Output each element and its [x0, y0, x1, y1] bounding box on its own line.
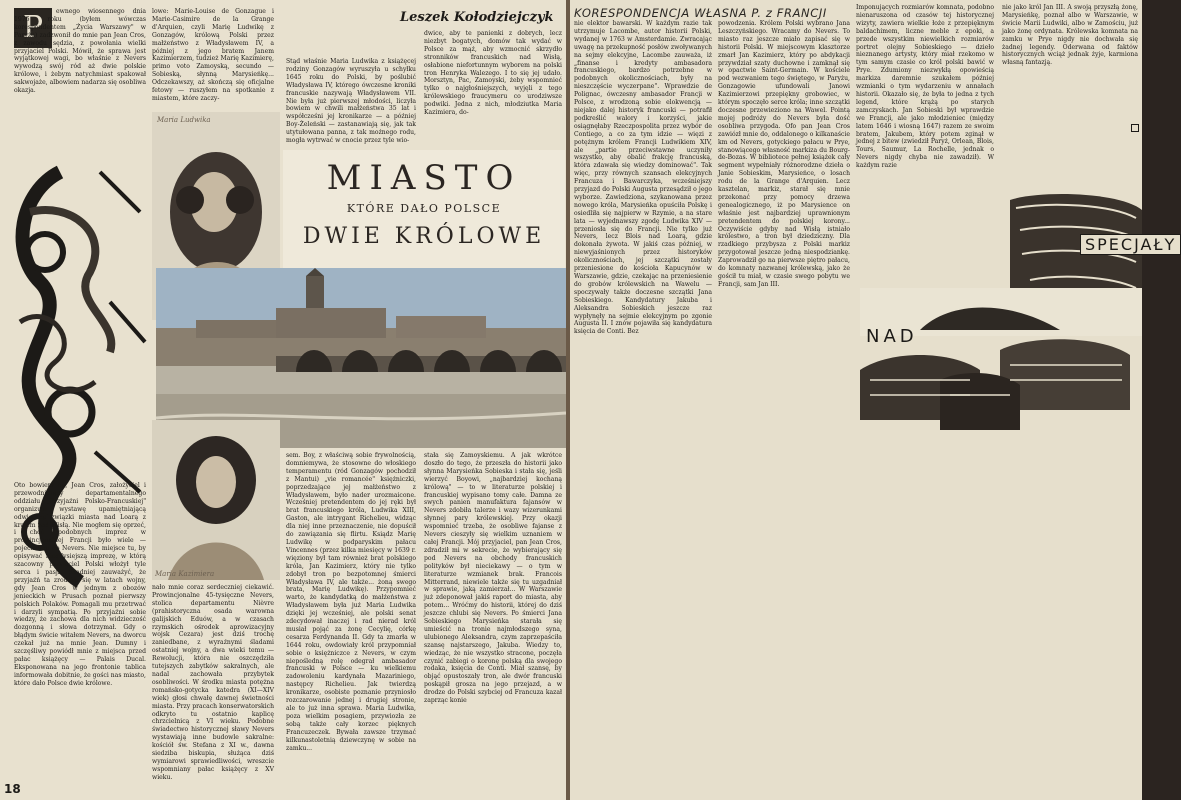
right-column-1: nie elektor bawarski. W każdym razie tak utrzymuje Lacombe, autor historii Polski, wydanej w 1763 w Amsterdamie. Zwracając uwagę na przekupność posłów zwoływanych na sejmy elekcyjne, Lacombe zauważa, iż „finanse i kredyty ambasadora francuskiego, bardzo potrzebne w podobnych okolicznościach, były na nieszczęście wyczerpane". Wprawdzie de Polignac, ówczesny ambasador Francji w Polsce, z wrodzoną sobie elokwencją — niejako dalej historyk francuski — potrafił podkreślić walory i korzyści, jakie osiągnęłaby Rzeczpospolita przez wybór de Contiego, a co za tym idzie — więzi z potężnym królem Francji Ludwikiem XIV, ale „partie przeciwstawne uczyniły wszystko, aby obalić frakcję francuską, która zdawała się wiedzy dominować". Tak więc, przy równych szansach elekcyjnych Francuza i Bawarczyka, wcześniejszy przyjazd do Polski Augusta przesądził o jego wyborze. Zawiedziona, szykanowana przez nowego króla, Marysieńka opuściła Polskę i osiedliła się najpierw w Rzymie, a na stare lata — wyjednawszy zgodę Ludwika XIV — przeniosła się do Francji. Nie tylko już Nevers, lecz Blois nad Loarą, gdzie dokonała żywota. W jakiś czas później, w niewyjaśnionych przez historyków okolicznościach, jej szczątki zostały przeniesione do kościoła Kapucynów w Warszawie, gdzie, czekając na przeniesienie do grobów królewskich na Wawelu — spoczywały także doczesne szczątki Jana Sobieskiego. Kandydatury Jakuba i Aleksandra Sobieskich jeszcze raz wypłynęły na sejmie elekcyjnym po zgonie Augusta II. I znów pojawiła się kandydatura księcia de Conti. Bez — [574, 20, 712, 336]
section-header: KORESPONDENCJA WŁASNA P. z FRANCJI — [574, 6, 827, 20]
article-title — [283, 150, 565, 268]
left-page — [0, 0, 566, 800]
banner-nad: NAD — [866, 326, 918, 347]
author-byline: Leszek Kołodziejczyk — [400, 10, 554, 25]
caption-maria-kazimiera: Maria Kazimiera — [155, 570, 215, 578]
column-2-top: lowe: Marie-Louise de Gonzague i Marie-Casimire de la Grange d'Arquien, czyli Marię Ludwikę z Gonzagów, królową Polski przez małżeństwo z Władysławem IV, a później z jego bratem Janem Kazimierzem, tudzież Marię Kazimierę, primo voto Zamoyską, secundo — Sobieską, słynną Marysieńkę... Odczekawszy, aż skończą się oficjalne fetowy — ruszyłem na spotkanie z miastem, które zaczy- — [152, 8, 274, 102]
right-column-4: nie jako król Jan III. A swoją przyszłą żonę, Marysieńkę, poznał albo w Warszawie, w świcie Marii Ludwiki, albo w Zamościu, już jako żonę ordynata. Królewska komnata na zamku w Prye nigdy nie dochwała się żadnej legendy. Oderwana od faktów historycznych wciąż jednak żyje, karmiona własną fantazją. — [1002, 4, 1138, 67]
caption-maria-ludwika: Maria Ludwika — [157, 116, 211, 124]
column-3-bottom: sem. Boy, z właściwą sobie frywolnością, domniemywa, że stosowne do włoskiego temperamentu (ród Gonzagów pochodził z Mantui) „vie romancée" księżniczki, poprzedzające jej małżeństwo z Władysławem, było nader urozmaicone. Wcześniej pretendentem do jej ręki był brat francuskiego króla, Ludwika XIII, Gaston, ale intrygant Richelieu, widząc dla niej inne przeznaczenie, nie dopuścił do zawiązania się flirtu. Ksiądz Marię Ludwikę w podparyskim pałacu Vincennes (przez kilka miesięcy w 1639 r. więziony był tam również brat polskiego króla, Jan Kazimierz, który nie tylko zdobył tron po bezpotomnej śmierci Władysława IV, ale także... żoną swego brata, Marię Ludwikę). Przypomnieć warto, że kandydatką do małżeństwa z Władysławem była już Maria Ludwika dzięki jej wcześniej, ale polski senat zdecydował inaczej i rad nierad król musiał pojąć za żonę Cecylię, córkę cesarza Ferdynanda II. Gdy ta zmarła w 1644 roku, owdowiały król przypomniał sobie o księżniczce z Nevers, w czym niepośledną rolę odegrał ambasador francuski w Polsce — ku wielkiemu zadowoleniu kardynała Mazariniego, następcy Richelieu. Jak twierdzą kronikarze, osobiste poznanie przyniosło rozczarowanie jednej i drugiej stronie, ale to już inna sprawa. Maria Ludwika, poza wielkim posagiem, przywiozła ze sobą także cały korzec pięknych Francuzeczek. Bywała zawsze trzymać kilkunastoletnią dziewczynę w sobie na zamku... — [286, 452, 416, 752]
title-line-3: DWIE KRÓLOWE — [302, 224, 546, 249]
title-line-1: MIASTO — [326, 158, 522, 198]
drop-cap: P — [14, 8, 52, 48]
right-page — [570, 0, 1177, 800]
title-line-2: KTÓRE DAŁO POLSCE — [346, 202, 502, 215]
portrait-maria-kazimiera — [152, 420, 280, 580]
column-4-bottom: stała się Zamoyskiemu. A jak wkrótce doszło do tego, że przeszła do historii jako słynna Marysieńka Sobieska i stała się, jeśli wierzyć Boyowi, „najbardziej kochaną królową" — to w literaturze polskiej i francuskiej wypisano tomy całe. Damna ze swych panien manufaktura fajansów w Nevers zdobiła talerze i wazy wizerunkami słynnej pary królewskiej. Przy okazji wspomnieć trzeba, że osobliwe fajanse z Nevers cieszyły się wielkim uznaniem w całej Francji. Mój przyjaciel, pan Jean Cros, zdradził mi w sekrecie, że wybierający się pod Nevers na obchody francuskich polityków był nieciekawy — o tym w literaturze wzmianek brak. Francois Mitterrand, niewiele także się tu uzgadniał w sprawie, jaką zamierzał... W Warszawie już zdeponował jakiś raport do miasta, aby potem... Wróćmy do historii, której do dziś jeszcze chlubi się Nevers. Po śmierci Jana Sobieskiego Marysieńka starała się umieścić na tronie najmłodszego syna, ulubionego Aleksandra, czym zaprzepaściła szansę najstarszego, Jakuba. Wiedzy to, wiedząc, że nie wszystko stracone, poczęła czynić zabiegi o koronę polską dla swojego rodaka, księcia de Conti. Miał szansę, by objąć opustoszały tron, ale dwór francuski poskąpił grosza na jego przejazd, a w drodze do Polski szybciej od Francuza kazał zaprząc konie — [424, 452, 562, 705]
pottery-illustration — [860, 180, 1142, 440]
right-column-3: Imponujących rozmiarów komnata, podobno nienaruszona od czasów tej historycznej wizyty, zawiera wielkie łoże z przepięknym baldachimem, liczne meble z epoki, a przede wszystkim niewielkich rozmiarów portret olejny Sobieskiego — dzieło nieznanego artysty, który miał rzekomo w tym samym czasie co król polski bawić w Prye. Zdumiony niezwykłą opowieścią markiza daremnie szukałem później wzmianki o tym wydarzeniu w annałach historii. Okazało się, że była to jedna z tych legend, które krążą po starych zamczyskach. Jan Sobieski był wprawdzie we Francji, ale jako młodzieniec (między latem 1646 i wiosną 1647) razem ze swoim bratem, Jakubem, który potem zginął w jednej z bitew (zwiedził Paryż, Orlean, Blois, Tours, Saumur, La Rochelle, jednak o Nevers nigdy chyba nie zawadził). W każdym razie — [856, 4, 994, 170]
banner-specjaly: SPECJAŁY — [1080, 234, 1181, 255]
page-number: 18 — [4, 782, 21, 796]
column-1-bottom: Oto bowiem on, Jean Cros, założyciel i przewodniczący departamentalnego oddziału „Przyjaźni Polsko-Francuskiej" organizuje wystawę upamiętniającą odwieczne związki miasta nad Loarą z krajem nad Wisłą. Nie mogłem się oprzeć, i choć podobnych imprez w prowincjonalnej Francji było wiele — pojechałem do Nevers. Nie miejsce tu, by opisywać niegdysiejszą imprezę, w którą szacowny przyjaciel Polski włożył tyle serca i pasji. Snadniej zauważyć, że przyjaźń ta zrodziła się w latach wojny, gdy Jean Cros w jednym z obozów jenieckich w Prusach poznał pierwszy polskich Polaków. Pomagali mu przetrwać i darzyli sympatią. Po przyjaźni sobie wiedzy, że zachowa dla nich widzieczość dozgonną i słowa dotrzymał. Gdy o błądym świcie witałem Nevers, na dworcu czekał już na mnie Jean. Dumny i szczęśliwy powiódł mnie z miejsca przed pałac książęcy — Palais Ducal. Eksponowana na jego frontonie tablica informowała dobitnie, że gości nas miasto, które dało Polsce dwie królowe. — [14, 482, 146, 687]
column-4-top: dwice, aby te panienki z dobrych, lecz niezbyt bogatych, domów tak wydać w Polsce za mąż, aby wzmocnić skrzydło stronników francuskich nad Wisłą, osłabione niefortunnym wyborem na polski tron Henryka Walezego. I to się jej udało. Morsztyn, Pac, Zamoyski, żeby wspomnieć tylko o najgłośniejszych, wyjęli z tego królewskiego fraucymeru co urodziwsze podwiki. Jedna z nich, młodziutka Maria Kazimiera, do- — [424, 30, 562, 117]
right-column-2: powodzenia. Królem Polski wybrano Jana Leszczyńskiego. Wracamy do Nevers. To miasto raz jeszcze miało zapisać się w historii Polski. W miejscowym klasztorze zmarł Jan Kazimierz, który po abdykacji przywdział szaty duchowne i zamknął się w opactwie Saint-Germain. W kościele pod wezwaniem tego świętego, w Paryżu, Gonzagowie ufundowali Janowi Kazimierzowi przepiękny grobowiec, w którym spoczęło serce króla; inne szczątki doczesne przewieziono na Wawel. Pointą mojej podróży do Nevers była dość osobliwa przygoda. Ofo pan Jean Cros zawiózł mnie do, oddalonego o kilkanaście km od Nevers, gotyckiego pałacu w Prye, stanowiącego własność markiza du Bourg-de-Bozas. W bibliotece pełnej książek cały segment wypełniały różnorodzne dzieła o Janie Sobieskim, Marysieńce, o losach rodu de la Grange d'Arquien. Lecz kasztelan, markiz, starał się mnie przekonać przy pomocy drzewa genealogicznego, iż po Marysience on właśnie jest najbardziej uprawnionym pretendentem do polskiej korony... Oczywiście gdyby nad Wisłą istniało królestwo, a tron był dziedziczny. Dla rzadkiego przybysza z Polski markiz przygotował jeszcze jedną niespodziankę. Zaprowadził go na pierwsze piętro pałacu, do komnaty nazwanej królewską, jako że gościł tu miał, w czasie swego pobytu we Francji, sam Jan III. — [718, 20, 850, 288]
end-of-article-mark — [1131, 124, 1139, 132]
column-2-bottom: nało mnie coraz serdeczniej ciekawić. Prowincjonalne 45-tysięczne Nevers, stolica departamentu Nièvre (prahistoryczna osada warowna galijskich Eduów, a w czasach rzymskich ośrodek aprowizacyjny wojsk Cezara) jest dziś trochę zaniedbane, z wyraźnymi śladami ostatniej wojny, a dwa wieki temu — Rewolucji, która nie oszczędziła tutejszych zabytków sakralnych, ale nadal zachowała przybytek osobliwości. W środku miasta potężna romańsko-gotycka katedra (XI—XIV wiek) głosi chwałę dawnej świetności miasta. Przy pracach konserwatorskich odkryto tu ostatnio kaplicę chrzcielnicą z VI wieku. Podobne świadectwo historycznej sławy Nevers wystawiają inne budowle sakralne: kościół św. Stefana z XI w., dawna siedziba biskupia, służąca dziś wymiarowi sprawiedliwości, wreszcie wspomniany pałac książęcy z XV wieku. — [152, 584, 274, 781]
column-3-top: Stąd właśnie Maria Ludwika z książęcej rodziny Gonzagów wyruszyła u schyłku 1645 roku do Polski, by poślubić Władysława IV, którego ówczesne kroniki francuskie nazywają Władysławem VII. Nie była już pierwszej młodości, liczyła bowiem w chwili małżeństwa 35 lat i współcześni jej kronikarze — a później Boy-Żeleński — zastanawiają się, jak tak utytułowana panna, z tak możnego rodu, mogła wytrwać w cnocie przez tyle wio- — [286, 58, 416, 145]
column-1-top: ewnego wiosennego dnia 1976 roku (byłem wówczas korespondentem „Życia Warszawy" w Paryżu) zadzwonił do mnie pan Jean Cros, z zawodu sędzia, z powołania wielki przyjaciel Polski. Mówił, że sprawa jest wyjątkowej wagi, bo właśnie z Nevers wywodzą swój ród aż dwie polskie królowe, i żebym natychmiast spakował sakwojaże, albowiem nadarza się osobliwa okazja. — [14, 8, 146, 95]
